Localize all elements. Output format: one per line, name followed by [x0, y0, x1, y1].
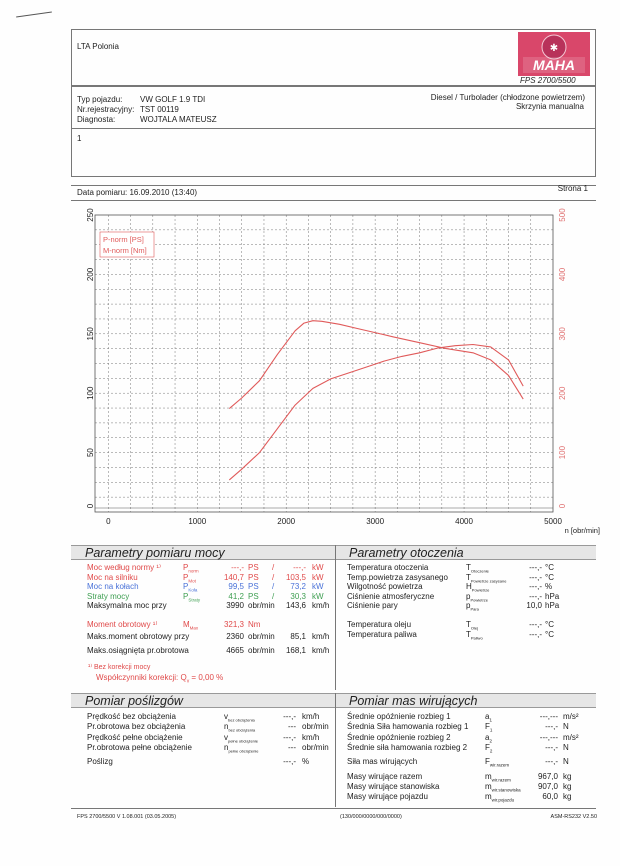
power-row-value1: 140,7: [223, 572, 244, 582]
env-row-unit: hPa: [545, 591, 560, 601]
slip-row-symbol-subscript: pełne obciążenie: [228, 738, 259, 744]
slip-row-symbol: [224, 712, 255, 723]
slip-row-symbol-subscript: pełne obciążenie: [228, 748, 259, 754]
power-row-symbol-symbol: P: [183, 591, 189, 601]
env-row-value: ---,-: [529, 582, 542, 592]
mass-row-unit: m/s²: [563, 733, 579, 742]
vehicle-divider: [71, 128, 596, 129]
slip-row-unit: %: [302, 757, 310, 766]
env-row-symbol-symbol: T: [466, 572, 471, 582]
power-row-value2: 73,2: [290, 582, 306, 592]
slip-section-header: [71, 693, 335, 708]
mass-row-symbol: [485, 722, 492, 733]
mass-row-symbol-symbol: a: [485, 733, 490, 742]
mass-row-label: Masy wirujące pojazdu: [347, 792, 428, 801]
power-row-symbol-symbol: P: [183, 563, 189, 572]
power-row-unit1: obr/min: [248, 601, 275, 611]
env-row-unit: °C: [545, 563, 554, 572]
power-row-value1: 41,2: [228, 591, 244, 601]
mass-row-value: ---,---: [539, 712, 558, 721]
power-section-header: [71, 545, 335, 560]
env-row-symbol-subscript: Otoczenie: [470, 568, 489, 574]
x-tick-label: 5000: [544, 517, 562, 526]
mass-row-symbol-symbol: F: [485, 757, 490, 766]
power-row-label: Moc na kołach: [87, 582, 139, 592]
mass-row-unit: m/s²: [563, 712, 579, 721]
slip-row-value: ---,-: [283, 757, 296, 766]
slip-row-value: ---: [288, 743, 296, 752]
y-tick-label-left: 50: [86, 448, 95, 458]
torque-row-unit1: obr/min: [248, 632, 275, 641]
logo-star: ✱: [549, 43, 559, 54]
engine-type: Diesel / Turbolader (chłodzone powietrzem): [430, 93, 585, 102]
y-ticks-left: [86, 208, 95, 508]
env-row-symbol-symbol: T: [466, 630, 471, 639]
y-tick-label-right: 400: [558, 267, 567, 282]
env-row-symbol-subscript: Paliwo: [470, 635, 483, 641]
reg-value: TST 00119: [140, 105, 179, 114]
env-row-label: Wilgotność powietrza: [347, 582, 423, 592]
torque-row-label: Maks.osiągnięta pr.obrotowa: [87, 646, 189, 655]
power-row-unit2: kW: [312, 591, 324, 601]
power-row-symbol-subscript: Straty: [188, 597, 201, 603]
mass-row-symbol-subscript: wir.razem: [489, 762, 510, 768]
env-row-symbol: [466, 620, 478, 631]
torque-row-value1: 2360: [226, 632, 244, 641]
mass-row-symbol: [485, 733, 492, 744]
torque-row-label: Moment obrotowy ¹⁾: [87, 620, 158, 629]
power-row-label: Moc na silniku: [87, 572, 138, 582]
mass-row-symbol-subscript: wir.pojazdu: [491, 797, 515, 803]
slip-row-label: Poślizg: [87, 757, 113, 766]
torque-row-unit1: obr/min: [248, 646, 275, 655]
power-row-symbol-symbol: P: [183, 572, 189, 582]
env-row-label: Temperatura paliwa: [347, 630, 417, 639]
power-row-value2: 143,6: [285, 601, 306, 611]
mass-row-value: 907,0: [537, 782, 558, 791]
mass-row-value: ---,---: [539, 733, 558, 742]
env-row-symbol-subscript: Powietrze: [470, 597, 489, 603]
footer-rule: [71, 808, 596, 809]
env-section-title: Parametry otoczenia: [349, 546, 464, 560]
env-row-label: Temperatura oleju: [347, 620, 412, 629]
footer-right: ASM-RS232 V2.50: [550, 814, 597, 820]
slip-row-symbol-subscript: bez obciążenia: [228, 717, 255, 723]
power-row-unit2: km/h: [312, 601, 330, 611]
device-model: FPS 2700/5500: [520, 76, 576, 85]
slip-row-value: ---,-: [283, 712, 296, 721]
power-row-unit1: PS: [248, 591, 259, 601]
mass-row-unit: N: [563, 757, 569, 766]
power-row-sep: /: [272, 563, 275, 572]
env-row-symbol-subscript: Para: [470, 606, 479, 612]
mass-row-label: Średnie opóźnienie rozbieg 2: [347, 733, 451, 742]
env-row-symbol-symbol: T: [466, 563, 471, 572]
slip-row-unit: km/h: [302, 712, 320, 721]
note-text: 1: [77, 134, 82, 143]
measurement-date: Data pomiaru: 16.09.2010 (13:40): [77, 188, 198, 197]
mass-row-symbol-symbol: m: [485, 792, 492, 801]
env-row-label: Temp.powietrza zasysanego: [347, 572, 448, 582]
power-row-label: Moc według normy ¹⁾: [87, 563, 161, 572]
mass-row-unit: N: [563, 743, 569, 752]
slip-row-symbol-symbol: v: [224, 733, 228, 742]
y-tick-label-right: 0: [558, 503, 567, 509]
x-tick-label: 4000: [455, 517, 473, 526]
mass-row-symbol: [485, 743, 492, 754]
power-row-unit1: PS: [248, 582, 259, 592]
power-row-sep: /: [272, 591, 275, 601]
mass-row-symbol-symbol: F: [485, 722, 490, 731]
env-row-value: ---,-: [529, 620, 542, 629]
power-row-value1: 99,5: [228, 582, 244, 592]
reg-label: Nr.rejestracyjny:: [77, 105, 135, 114]
diag-label: Diagnosta:: [77, 115, 116, 124]
torque-row-value2: 85,1: [290, 632, 306, 641]
chart-legend: [100, 232, 154, 257]
mass-row-unit: N: [563, 722, 569, 731]
y-ticks-right: [558, 208, 567, 508]
env-row-value: ---,-: [529, 591, 542, 601]
mass-row-label: Średnie siła hamowania rozbieg 2: [347, 743, 468, 752]
company-name: LTA Polonia: [77, 42, 119, 51]
torque-row-symbol: [183, 620, 198, 631]
mass-row-label: Siła mas wirujących: [347, 757, 418, 766]
gearbox-type: Skrzynia manualna: [515, 102, 584, 111]
env-row-symbol-symbol: p: [466, 601, 471, 611]
mass-row-label: Średnia Siła hamowania rozbieg 1: [347, 722, 469, 731]
env-row-label: Temperatura otoczenia: [347, 563, 429, 572]
torque-row-value1: 4665: [226, 646, 244, 655]
mass-row-unit: kg: [563, 792, 572, 801]
mass-row-value: ---,-: [545, 743, 558, 752]
env-row-label: Ciśnienie atmosferyczne: [347, 591, 435, 601]
date-bar-top: [71, 185, 596, 186]
slip-row-symbol: [224, 733, 258, 744]
power-row-unit2: kW: [312, 563, 324, 572]
env-row-symbol-subscript: Powietrze: [471, 587, 490, 593]
x-axis-label: n [obr/min]: [564, 526, 600, 535]
mass-row-unit: kg: [563, 782, 572, 791]
slip-row-label: Prędkość bez obciążenia: [87, 712, 176, 721]
torque-row-value2: 168,1: [285, 646, 306, 655]
chart-grid: [95, 215, 553, 512]
mass-row-symbol: [485, 792, 514, 803]
diag-value: WOJTALA MATEUSZ: [140, 115, 217, 124]
maha-logo: [517, 31, 591, 77]
mass-row-label: Masy wirujące stanowiska: [347, 782, 440, 791]
power-row-symbol: [183, 592, 200, 603]
power-torque-chart: [60, 200, 605, 540]
power-row-value2: ---,-: [293, 563, 306, 572]
power-row-sep: /: [272, 572, 275, 582]
env-row-unit: hPa: [545, 601, 560, 611]
slip-row-value: ---,-: [283, 733, 296, 742]
mass-section-title: Pomiar mas wirujących: [349, 694, 478, 708]
y-tick-label-left: 100: [86, 386, 95, 400]
power-section-title: Parametry pomiaru mocy: [85, 546, 225, 560]
power-row-unit1: PS: [248, 572, 259, 582]
torque-row-unit2: km/h: [312, 646, 330, 655]
mass-row-symbol-subscript: 1: [489, 727, 493, 733]
slip-row-symbol: [224, 743, 258, 754]
slip-section-title: Pomiar poślizgów: [85, 694, 183, 708]
env-row-symbol: [466, 630, 483, 641]
mass-row-symbol: [485, 782, 521, 793]
mass-row-value: ---,-: [545, 722, 558, 731]
power-row-value2: 103,5: [285, 572, 306, 582]
mass-row-label: Średnie opóźnienie rozbieg 1: [347, 712, 451, 721]
y-tick-label-left: 150: [86, 327, 95, 341]
y-tick-label-right: 300: [558, 327, 567, 341]
mass-row-symbol-subscript: 2: [489, 748, 493, 754]
y-tick-label-right: 100: [558, 445, 567, 460]
mass-row-symbol: [485, 757, 509, 768]
mass-row-unit: kg: [563, 772, 572, 781]
page-number: Strona 1: [557, 184, 588, 193]
power-row-label: Straty mocy: [87, 591, 130, 601]
slip-row-unit: obr/min: [302, 743, 329, 752]
mass-row-symbol-symbol: F: [485, 743, 490, 752]
power-footnote-2: [96, 673, 223, 685]
chart-series: [229, 321, 523, 480]
legend-m-norm: M-norm [Nm]: [103, 246, 147, 255]
slip-row-symbol-symbol: n: [224, 743, 229, 752]
mass-row-symbol-subscript: 2: [489, 738, 492, 744]
env-row-value: 10,0: [526, 601, 542, 611]
vehicle-type-label: Typ pojazdu:: [77, 95, 123, 104]
legend-p-norm: P-norm [PS]: [103, 235, 144, 244]
env-row-symbol-symbol: p: [466, 591, 471, 601]
section-divider-2: [335, 693, 336, 807]
slip-row-symbol: [224, 722, 255, 733]
section-divider-1: [335, 545, 336, 690]
torque-row-label: Maks.moment obrotowy przy: [87, 632, 190, 641]
torque-row-unit2: km/h: [312, 632, 330, 641]
power-row-symbol-symbol: P: [183, 582, 189, 592]
env-row-symbol-symbol: T: [466, 620, 471, 629]
correction-sub: v: [186, 678, 190, 685]
env-row-unit: °C: [545, 572, 554, 582]
power-row-symbol-subscript: Mot: [188, 578, 196, 584]
x-tick-label: 3000: [366, 517, 385, 526]
power-row-unit2: kW: [312, 572, 324, 582]
vehicle-type-value: VW GOLF 1.9 TDI: [140, 95, 206, 104]
mass-section-header: [335, 693, 596, 708]
footer-left: FPS 2700/5500 V 1.08.001 (03.05.2005): [77, 814, 177, 820]
scan-mark: [16, 11, 52, 17]
y-tick-label-left: 200: [86, 267, 95, 282]
env-row-unit: %: [545, 582, 553, 592]
power-row-unit2: kW: [312, 582, 324, 592]
power-row-label: Maksymalna moc przy: [87, 601, 167, 611]
y-tick-label-left: 0: [86, 503, 95, 509]
logo-text: MAHA: [533, 57, 575, 73]
env-row-label: Ciśnienie pary: [347, 601, 398, 611]
torque-row-unit1: Nm: [248, 620, 261, 629]
power-row-value1: ---,-: [231, 563, 244, 572]
slip-row-unit: km/h: [302, 733, 320, 742]
env-row-symbol-subscript: Powietrze zasysane: [470, 578, 507, 584]
p-norm-curve: [229, 345, 523, 480]
env-row-unit: °C: [545, 630, 554, 639]
mass-row-symbol: [485, 772, 511, 783]
mass-row-symbol-symbol: m: [485, 772, 492, 781]
torque-row-symbol-subscript: Max: [189, 625, 199, 631]
slip-row-unit: obr/min: [302, 722, 329, 731]
mass-row-value: 60,0: [542, 792, 558, 801]
correction-value: = 0,00 %: [191, 673, 224, 682]
torque-row-symbol-symbol: M: [183, 620, 190, 629]
power-row-value1: 3990: [226, 601, 244, 611]
slip-row-symbol-subscript: bez obciążenia: [228, 727, 256, 733]
env-row-unit: °C: [545, 620, 554, 629]
env-row-value: ---,-: [529, 572, 542, 582]
power-footnote-1: ¹⁾ Bez korekcji mocy: [88, 664, 151, 671]
env-row-symbol: [466, 601, 479, 612]
slip-row-label: Pr.obrotowa pełne obciążenie: [87, 743, 192, 752]
env-section-header: [335, 545, 596, 560]
y-tick-label-right: 500: [558, 208, 567, 222]
x-tick-label: 1000: [188, 517, 207, 526]
y-tick-label-right: 200: [558, 386, 567, 400]
mass-row-symbol-subscript: 1: [489, 717, 492, 723]
mass-row-value: ---,-: [545, 757, 558, 766]
env-row-value: ---,-: [529, 630, 542, 639]
power-row-symbol-subscript: norm: [188, 568, 199, 574]
correction-label: Współczynniki korekcji: Q: [96, 673, 187, 682]
mass-row-value: 967,0: [537, 772, 558, 781]
power-row-unit1: PS: [248, 563, 259, 572]
env-row-symbol-symbol: H: [466, 582, 472, 592]
env-row-value: ---,-: [529, 563, 542, 572]
mass-row-symbol-symbol: a: [485, 712, 490, 721]
mass-row-symbol-subscript: wir.razem: [491, 777, 511, 783]
x-tick-label: 2000: [277, 517, 296, 526]
x-tick-label: 0: [106, 517, 111, 526]
torque-row-value1: 321,3: [223, 620, 244, 629]
slip-row-symbol-symbol: n: [224, 722, 229, 731]
x-ticks: [106, 517, 562, 526]
slip-row-symbol-symbol: v: [224, 712, 228, 721]
power-row-sep: /: [272, 582, 275, 592]
env-row-symbol-subscript: Olej: [470, 625, 479, 631]
slip-row-label: Pr.obrotowa bez obciążenia: [87, 722, 186, 731]
slip-row-value: ---: [288, 722, 296, 731]
mass-row-symbol-subscript: wir.stanowiska: [491, 787, 521, 793]
footer-center: (130/000/0000/000/0000): [340, 814, 402, 820]
mass-row-symbol-symbol: m: [485, 782, 492, 791]
mass-row-label: Masy wirujące razem: [347, 772, 423, 781]
y-tick-label-left: 250: [86, 208, 95, 222]
power-row-value2: 30,3: [290, 591, 306, 601]
slip-row-label: Prędkość pełne obciążenie: [87, 733, 183, 742]
mass-row-symbol: [485, 712, 492, 723]
power-row-symbol-subscript: Koła: [188, 587, 198, 593]
